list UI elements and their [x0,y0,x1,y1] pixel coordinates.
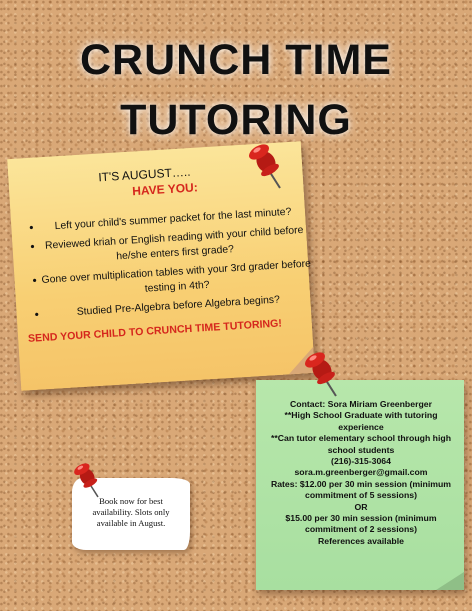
booking-notice: Book now for best availability. Slots only available in August. [92,496,170,528]
title-line-2: TUTORING [120,96,352,144]
contact-name: Contact: Sora Miriam Greenberger [290,399,432,409]
intro-text: IT'S AUGUST….. [97,164,191,185]
email-address: sora.m.greenberger@gmail.com [294,467,428,478]
list-item: • Studied Pre-Algebra before Algebra begins? [24,290,314,323]
list-item: • Gone over multiplication tables with your 3rd grader before testing in 4th? [22,256,313,304]
rate-separator: OR [354,501,368,512]
phone-number: (216)-315-3064 [331,456,391,467]
push-pin-icon [244,140,290,192]
call-to-action: SEND YOUR CHILD TO CRUNCH TIME TUTORING! [27,317,283,345]
rate-line: Rates: $12.00 per 30 min session (minimum commitment of 5 sessions) [270,478,452,501]
contact-info [262,399,460,547]
push-pin-icon [70,460,106,500]
question-heading: HAVE YOU: [131,180,199,199]
list-item: • Left your child's summer packet for the last minute? [19,204,309,237]
push-pin-icon [300,348,346,400]
question-list [19,204,315,324]
qualification-line: **Can tutor elementary school through high school students [270,433,452,455]
qualification-line: **High School Graduate with tutoring experience [284,410,438,432]
references-line: References available [318,535,404,546]
note-curled-corner [436,572,464,590]
rate-line: $15.00 per 30 min session (minimum commitment of 2 sessions) [285,513,437,535]
title-line-1: CRUNCH TIME [80,36,392,84]
list-item: • Reviewed kriah or English reading with your child before he/she enters first grade? [20,223,311,271]
